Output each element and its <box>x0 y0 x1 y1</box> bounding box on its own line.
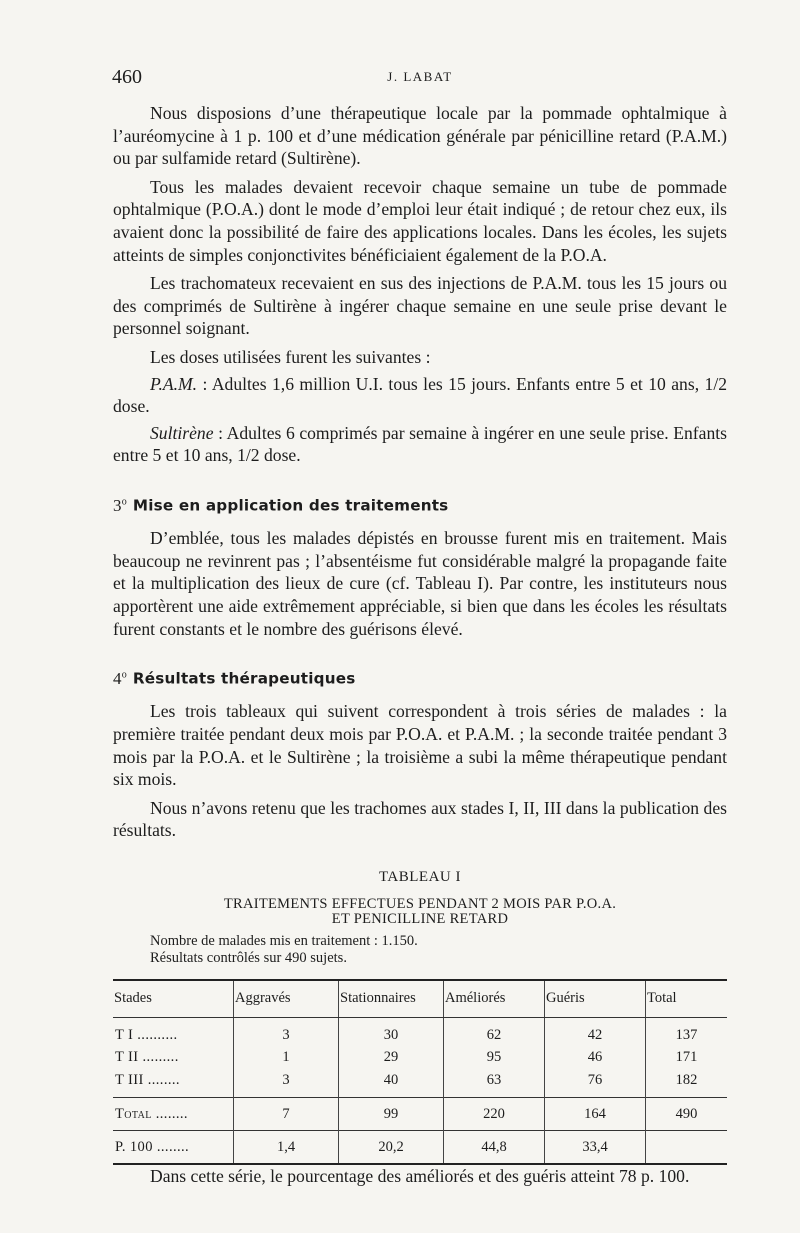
running-author: J. LABAT <box>387 69 453 84</box>
cell: 3 <box>234 1069 339 1092</box>
paragraph: D’emblée, tous les malades dépistés en brousse furent mis en traitement. Mais beaucoup ne revinrent pas ; l’absentéisme fut considérable malgré la propagande faite et la multiplication des lieux de cure (cf. Tableau I). Par contre, les instituteurs nous apportèrent une aide extrêmement appréciable, si bien que dans les écoles les résultats furent constants et le nombre des guérisons élevé. <box>113 528 727 639</box>
cell: T I .......... <box>115 1026 178 1043</box>
column-header: Stationnaires <box>339 980 444 1018</box>
meta-line: Nombre de malades mis en traitement : 1.150. <box>150 932 418 949</box>
drug-name: P.A.M. <box>150 373 198 394</box>
cell: 164 <box>545 1098 646 1131</box>
cell <box>646 1131 728 1165</box>
cell: 20,2 <box>339 1131 444 1165</box>
meta-line: Résultats contrôlés sur 490 sujets. <box>150 949 347 966</box>
cell: 99 <box>339 1098 444 1131</box>
column-header: Aggravés <box>234 980 339 1018</box>
drug-name: Sultirène <box>150 422 214 443</box>
cell: 1,4 <box>234 1131 339 1165</box>
cell: P. 100 ........ <box>113 1131 234 1165</box>
dose-sep: : <box>213 422 227 443</box>
cell: 76 <box>545 1069 646 1092</box>
table-subtitle: TRAITEMENTS EFFECTUES PENDANT 2 MOIS PAR P.O.A. <box>223 895 617 912</box>
conclusion-paragraph: Dans cette série, le pourcentage des améliorés et des guéris atteint 78 p. 100. <box>150 1166 690 1187</box>
dose-paragraph <box>113 373 727 418</box>
percent-row <box>113 1131 727 1165</box>
cell: 44,8 <box>444 1131 545 1165</box>
paragraph: Tous les malades devaient recevoir chaque semaine un tube de pommade ophtalmique (P.O.A.) dont le mode d’emploi leur était indiqué ; de retour chez eux, ils avaient donc la possibilité de faire des applications locales. Dans les écoles, les sujets atteints de simples conjonctivites bénéficiaient également de la P.O.A. <box>113 176 727 265</box>
paragraph: Nous disposions d’une thérapeutique locale par la pommade ophtalmique à l’auréomycine à 1 p. 100 et d’une médication générale par pénicilline retard (P.A.M.) ou par sulfamide retard (Sultirène). <box>113 103 727 169</box>
column-header: Guéris <box>545 980 646 1018</box>
table-subtitle: ET PENICILLINE RETARD <box>331 910 509 927</box>
table-row <box>113 1046 727 1069</box>
cell: 62 <box>444 1024 545 1047</box>
paragraph: Nous n’avons retenu que les trachomes aux stades I, II, III dans la publication des résultats. <box>113 797 727 841</box>
body-text <box>113 102 727 1194</box>
cell: 33,4 <box>545 1131 646 1165</box>
cell: T II ......... <box>115 1049 179 1066</box>
dose-text: Adultes 1,6 million U.I. tous les 15 jours. Enfants entre 5 et 10 ans, 1/2 dose. <box>113 373 728 417</box>
cell: 182 <box>646 1069 728 1092</box>
table-title: TABLEAU I <box>378 868 462 885</box>
paragraph: Les trachomateux recevaient en sus des injections de P.A.M. tous les 15 jours ou des comprimés de Sultirène à ingérer chaque semaine en une seule prise devant le personnel soignant. <box>113 273 727 339</box>
column-header: Améliorés <box>444 980 545 1018</box>
column-header: Stades <box>113 980 234 1018</box>
cell: 490 <box>646 1098 728 1131</box>
section-title: Résultats thérapeutiques <box>132 669 356 688</box>
cell: 3 <box>234 1024 339 1047</box>
cell: T III ........ <box>115 1071 180 1088</box>
page-number: 460 <box>112 66 142 88</box>
paragraph: Les doses utilisées furent les suivantes : <box>150 346 431 367</box>
cell: 7 <box>234 1098 339 1131</box>
cell: 137 <box>646 1024 728 1047</box>
cell: 29 <box>339 1046 444 1069</box>
paragraph: Les trois tableaux qui suivent correspondent à trois séries de malades : la première traitée pendant deux mois par P.O.A. et P.A.M. ; la seconde traitée pendant 3 mois par la P.O.A. et le Sultirène ; la troisième a subi la même thérapeutique pendant six mois. <box>113 701 727 790</box>
table-meta <box>150 933 727 967</box>
table-row <box>113 1069 727 1092</box>
dose-text: Adultes 6 comprimés par semaine à ingérer en une seule prise. Enfants entre 5 et 10 ans, 1/2 dose. <box>113 422 727 466</box>
running-header <box>112 66 728 92</box>
section-heading <box>113 664 727 690</box>
cell: 220 <box>444 1098 545 1131</box>
table-row <box>113 1024 727 1047</box>
cell: 40 <box>339 1069 444 1092</box>
dose-paragraph <box>113 422 727 467</box>
cell: Total ........ <box>113 1098 234 1131</box>
section-title: Mise en application des traitements <box>132 496 449 515</box>
cell: 171 <box>646 1046 728 1069</box>
cell: 42 <box>545 1024 646 1047</box>
cell: 63 <box>444 1069 545 1092</box>
total-row <box>113 1098 727 1131</box>
dose-sep: : <box>197 373 212 394</box>
cell: 46 <box>545 1046 646 1069</box>
section-number: 4$^o$ <box>113 668 127 688</box>
cell: 95 <box>444 1046 545 1069</box>
cell: 30 <box>339 1024 444 1047</box>
section-heading <box>113 491 727 517</box>
table-header-row <box>113 980 727 1018</box>
results-table <box>113 979 727 1166</box>
section-number: 3$^o$ <box>113 495 127 515</box>
column-header: Total <box>646 980 728 1018</box>
cell: 1 <box>234 1046 339 1069</box>
